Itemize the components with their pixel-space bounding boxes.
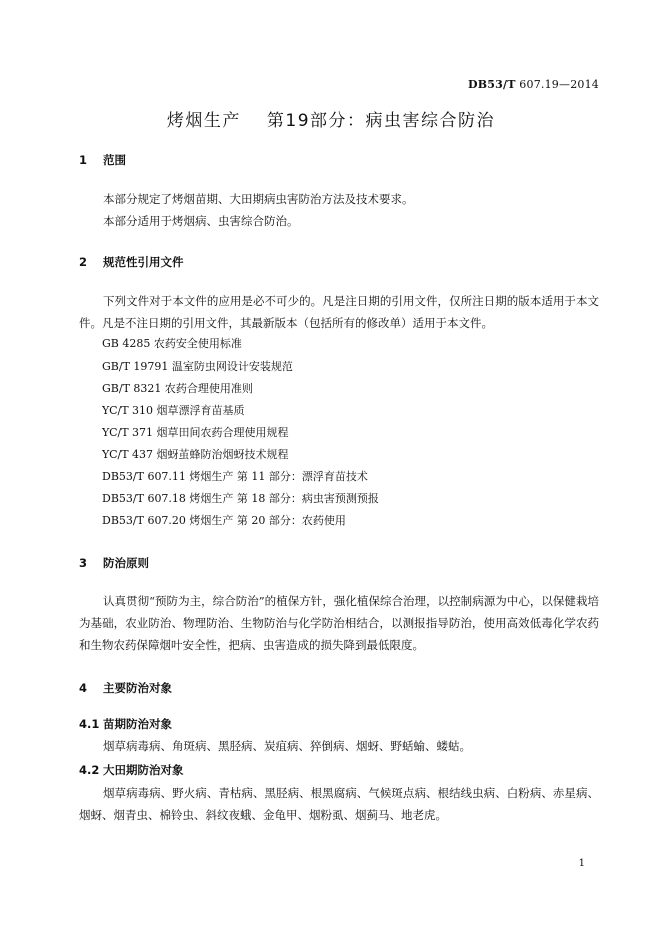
reference-item: DB53/T 607.18 烤烟生产 第 18 部分：病虫害预测预报 — [102, 492, 379, 505]
reference-item: YC/T 310 烟草漂浮育苗基质 — [102, 404, 245, 417]
reference-item: GB/T 8321 农药合理使用准则 — [102, 382, 253, 395]
section-2-heading: 2 规范性引用文件 — [79, 255, 184, 269]
subsection-4-1-heading: 4.1 苗期防治对象 — [79, 717, 172, 731]
reference-item: YC/T 371 烟草田间农药合理使用规程 — [102, 426, 289, 439]
subsection-4-1-text: 烟草病毒病、角斑病、黑胫病、炭疽病、猝倒病、烟蚜、野蛞蝓、蝼蛄。 — [103, 739, 471, 753]
section-1-paragraph-2: 本部分适用于烤烟病、虫害综合防治。 — [103, 214, 299, 228]
subsection-4-2-text: 烟草病毒病、野火病、青枯病、黑胫病、根黑腐病、气候斑点病、根结线虫病、白粉病、赤星病、烟蚜、烟青虫、棉铃虫、斜纹夜蛾、金龟甲、烟粉虱、烟蓟马、地老虎。 — [79, 786, 599, 822]
section-1-paragraph-1: 本部分规定了烤烟苗期、大田期病虫害防治方法及技术要求。 — [103, 192, 414, 206]
standard-code: DB53/T 607.19—2014 — [468, 78, 599, 91]
reference-item: GB 4285 农药安全使用标准 — [102, 337, 242, 350]
section-1-heading: 1 范围 — [79, 153, 126, 167]
section-4-heading: 4 主要防治对象 — [79, 681, 172, 695]
reference-item: DB53/T 607.20 烤烟生产 第 20 部分：农药使用 — [102, 514, 346, 527]
subsection-4-2-heading: 4.2 大田期防治对象 — [79, 763, 184, 777]
title-part-2: 第19部分：病虫害综合防治 — [266, 111, 496, 131]
document-title — [0, 106, 662, 131]
reference-item: DB53/T 607.11 烤烟生产 第 11 部分：漂浮育苗技术 — [102, 470, 368, 483]
reference-item: YC/T 437 烟蚜茧蜂防治烟蚜技术规程 — [102, 448, 289, 461]
page-number: 1 — [578, 858, 585, 869]
section-3-paragraph: 认真贯彻“预防为主，综合防治”的植保方针，强化植保综合治理，以控制病源为中心，以保健栽培为基础，农业防治、物理防治、生物防治与化学防治相结合，以测报指导防治，使用高效低毒化学农药和生物农药保障烟叶安全性，把病、虫害造成的损失降到最低限度。 — [79, 594, 599, 652]
section-2-paragraph: 下列文件对于本文件的应用是必不可少的。凡是注日期的引用文件，仅所注日期的版本适用于本文件。凡是不注日期的引用文件，其最新版本（包括所有的修改单）适用于本文件。 — [79, 294, 599, 330]
section-3-heading: 3 防治原则 — [79, 556, 149, 570]
title-part-1: 烤烟生产 — [166, 111, 241, 131]
reference-item: GB/T 19791 温室防虫网设计安装规范 — [102, 360, 293, 373]
